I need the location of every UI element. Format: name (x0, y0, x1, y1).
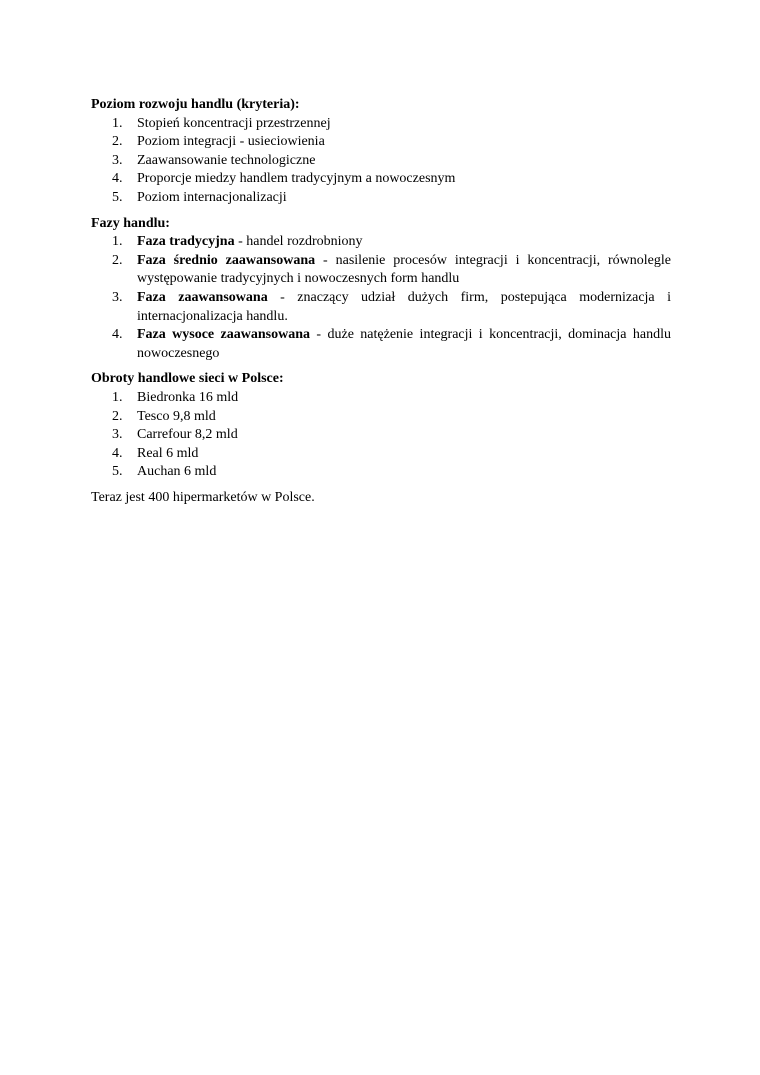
phases-list (91, 233, 671, 363)
list-number: 1. (112, 234, 123, 250)
list-item (91, 170, 671, 189)
list-number: 5. (112, 189, 123, 205)
list-number: 3. (112, 289, 123, 305)
list-number: 4. (112, 171, 123, 187)
list-item (91, 463, 671, 482)
list-text (137, 233, 671, 252)
phase-name: Faza średnio zaawansowana (137, 252, 316, 268)
section-heading-turnover: Obroty handlowe sieci w Polsce: (91, 371, 284, 387)
list-text: Stopień koncentracji przestrzennej (137, 115, 331, 131)
list-number: 2. (112, 134, 123, 150)
list-text: Carrefour 8,2 mld (137, 427, 238, 443)
list-item (91, 189, 671, 208)
section-heading-criteria: Poziom rozwoju handlu (kryteria): (91, 97, 300, 112)
phase-description: - znaczący udział dużych firm, postepująca modernizacja i internacjonalizacja handlu. (137, 289, 671, 324)
list-text: Poziom internacjonalizacji (137, 189, 287, 205)
list-item (91, 445, 671, 464)
list-item (91, 408, 671, 427)
list-item (91, 289, 671, 326)
list-text: Poziom integracji - usieciowienia (137, 134, 325, 150)
list-item (91, 233, 671, 252)
turnover-list (91, 389, 671, 482)
list-number: 1. (112, 389, 123, 405)
list-number: 3. (112, 427, 123, 443)
phase-description: - handel rozdrobniony (234, 234, 363, 250)
list-text (137, 252, 671, 289)
list-item (91, 115, 671, 134)
closing-sentence: Teraz jest 400 hipermarketów w Polsce. (91, 489, 315, 505)
list-number: 2. (112, 252, 123, 268)
list-number: 5. (112, 464, 123, 480)
section-heading-phases: Fazy handlu: (91, 215, 170, 231)
list-number: 3. (112, 152, 123, 168)
list-number: 4. (112, 445, 123, 461)
list-number: 4. (112, 327, 123, 343)
list-text: Real 6 mld (137, 445, 199, 461)
list-item (91, 326, 671, 363)
list-number: 1. (112, 115, 123, 131)
list-text: Tesco 9,8 mld (137, 408, 216, 424)
list-item (91, 389, 671, 408)
criteria-list (91, 115, 671, 208)
phase-name: Faza wysoce zaawansowana (137, 327, 311, 343)
phase-name: Faza zaawansowana (137, 289, 268, 305)
list-text: Proporcje miedzy handlem tradycyjnym a nowoczesnym (137, 171, 456, 187)
list-text: Zaawansowanie technologiczne (137, 152, 316, 168)
phase-name: Faza tradycyjna (137, 234, 235, 250)
list-number: 2. (112, 408, 123, 424)
list-text: Auchan 6 mld (137, 464, 217, 480)
list-item (91, 152, 671, 171)
list-text (137, 326, 671, 363)
list-item (91, 426, 671, 445)
document-page (91, 96, 671, 507)
phase-description: - duże natężenie integracji i koncentracji, dominacja handlu nowoczesnego (137, 327, 671, 361)
list-text: Biedronka 16 mld (137, 389, 239, 405)
list-text (137, 289, 671, 326)
phase-description: - nasilenie procesów integracji i koncentracji, równolegle występowanie tradycyjnych i nowoczesnych form handlu (137, 252, 671, 287)
list-item (91, 133, 671, 152)
list-item (91, 252, 671, 289)
